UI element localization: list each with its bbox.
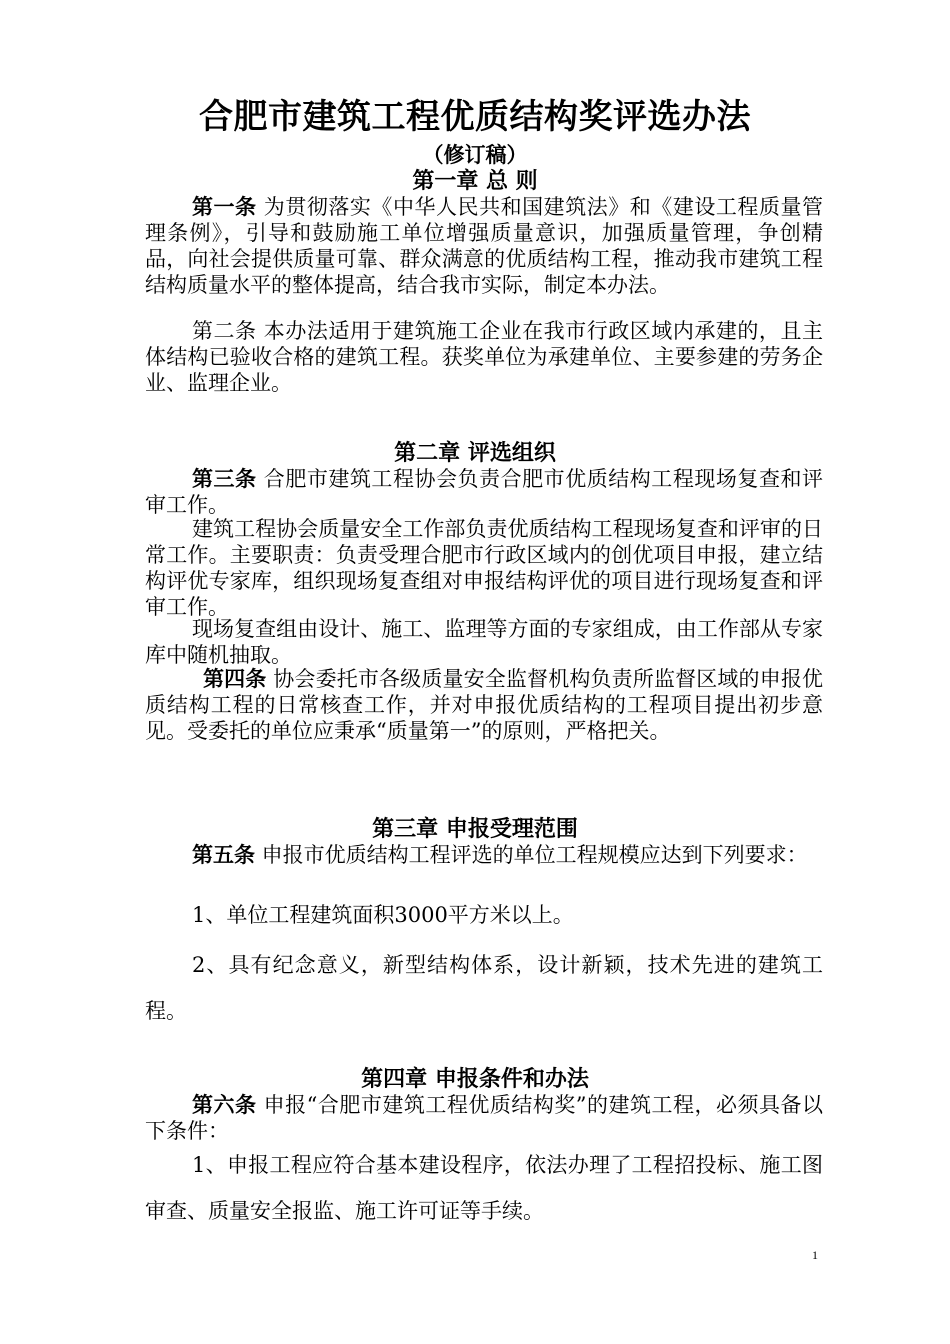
chapter-2-paragraph-2: 建筑工程协会质量安全工作部负责优质结构工程现场复查和评审的日常工作。主要职责：负责受理合肥市行政区域内的创优项目申报，建立结构评优专家库，组织现场复查组对申报结构评优的项目进行现场复查和评审工作。 (145, 517, 823, 619)
article-3-label: 第三条 (192, 466, 257, 491)
article-5-item-1: 1、单位工程建筑面积3000平方米以上。 (192, 903, 574, 927)
article-5-label: 第五条 (192, 842, 255, 867)
chapter-3-heading: 第三章 申报受理范围 (372, 816, 578, 842)
article-2: 第二条 本办法适用于建筑施工企业在我市行政区域内承建的，且主体结构已验收合格的建筑工程。获奖单位为承建单位、主要参建的劳务企业、监理企业。 (145, 319, 823, 395)
article-6-item-1: 1、申报工程应符合基本建设程序，依法办理了工程招投标、施工图审查、质量安全报监、施工许可证等手续。 (145, 1153, 823, 1223)
document-subtitle: （修订稿） (422, 142, 528, 167)
article-1 (145, 194, 823, 298)
chapter-2-paragraph-3: 现场复查组由设计、施工、监理等方面的专家组成，由工作部从专家库中随机抽取。 (145, 617, 823, 667)
chapter-4-heading: 第四章 申报条件和办法 (361, 1066, 589, 1092)
article-4 (145, 666, 823, 744)
article-6-text: 申报“合肥市建筑工程优质结构奖”的建筑工程，必须具备以下条件： (145, 1093, 823, 1143)
chapter-1-heading: 第一章 总 则 (412, 168, 538, 194)
article-1-text: 为贯彻落实《中华人民共和国建筑法》和《建设工程质量管理条例》，引导和鼓励施工单位增强质量意识，加强质量管理，争创精品，向社会提供质量可靠、群众满意的优质结构工程，推动我市建筑工程结构质量水平的整体提高，结合我市实际，制定本办法。 (145, 195, 823, 297)
chapter-2-heading: 第二章 评选组织 (394, 440, 556, 466)
article-6 (145, 1092, 823, 1144)
article-5 (145, 842, 823, 868)
article-4-label: 第四条 (203, 666, 267, 691)
article-3 (145, 466, 823, 518)
article-3-text: 合肥市建筑工程协会负责合肥市优质结构工程现场复查和评审工作。 (145, 467, 823, 517)
article-1-label: 第一条 (192, 194, 257, 219)
document-title: 合肥市建筑工程优质结构奖评选办法 (199, 97, 751, 137)
article-6-label: 第六条 (192, 1092, 257, 1117)
article-5-item-2: 2、具有纪念意义，新型结构体系，设计新颖，技术先进的建筑工程。 (145, 953, 823, 1023)
article-5-text: 申报市优质结构工程评选的单位工程规模应达到下列要求： (255, 843, 808, 867)
page-number: 1 (812, 1248, 818, 1262)
article-4-text: 协会委托市各级质量安全监督机构负责所监督区域的申报优质结构工程的日常核查工作，并对申报优质结构的工程项目提出初步意见。受委托的单位应秉承“质量第一”的原则，严格把关。 (145, 667, 823, 743)
